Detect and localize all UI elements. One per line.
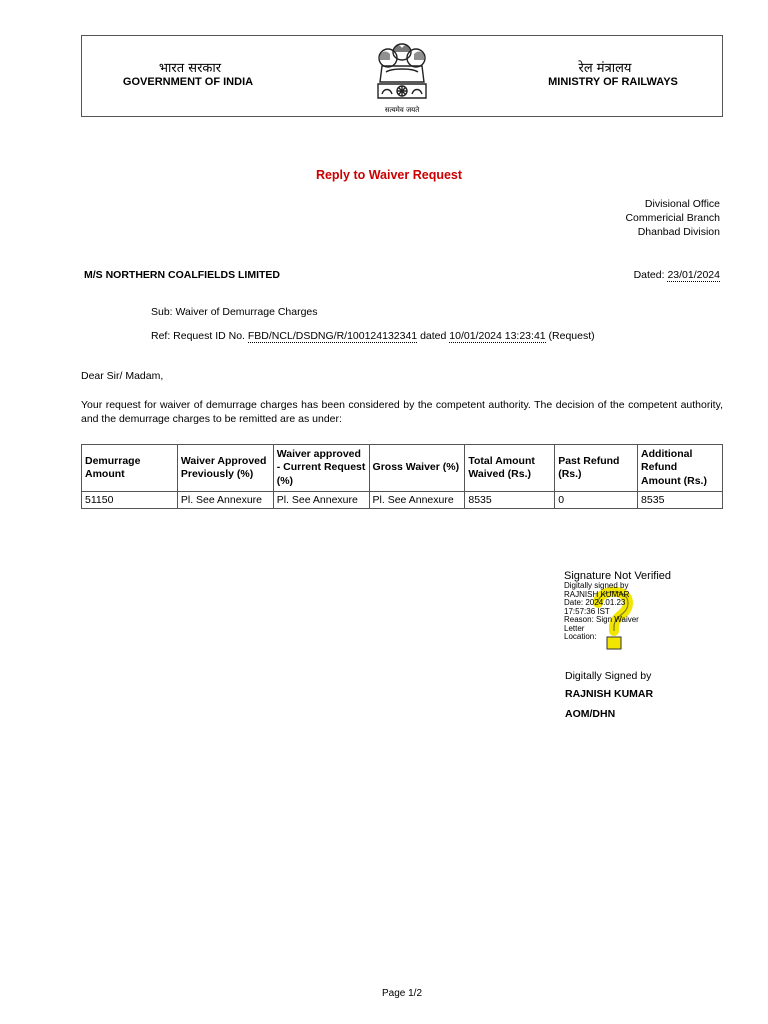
table-cell: Pl. See Annexure bbox=[369, 492, 465, 509]
office-line-1: Divisional Office bbox=[644, 198, 720, 210]
signature-detail-line: 17:57:36 IST bbox=[564, 606, 610, 616]
table-row bbox=[82, 492, 723, 509]
signature-detail-line: Reason: Sign Waiver bbox=[564, 615, 639, 624]
request-datetime: 10/01/2024 13:23:41 bbox=[449, 330, 546, 342]
signature-detail-line: Letter bbox=[564, 623, 585, 633]
document-title: Reply to Waiver Request bbox=[315, 168, 463, 182]
table-header-cell: Waiver Approved Previously (%) bbox=[177, 445, 273, 492]
addressee: M/S NORTHERN COALFIELDS LIMITED bbox=[84, 269, 280, 281]
table-header-cell: Demurrage Amount bbox=[82, 445, 178, 492]
table-header-cell: Waiver approved - Current Request (%) bbox=[273, 445, 369, 492]
table-cell: 0 bbox=[555, 492, 638, 509]
request-id: FBD/NCL/DSDNG/R/100124132341 bbox=[247, 330, 418, 342]
table-header-row bbox=[82, 445, 723, 492]
table-header-cell: Gross Waiver (%) bbox=[369, 445, 465, 492]
page-number: Page 1/2 bbox=[381, 988, 423, 999]
date-label: Dated: bbox=[633, 269, 665, 281]
emblem-motto: सत्यमेव जयते bbox=[384, 106, 420, 114]
ministry-english-label: MINISTRY OF RAILWAYS bbox=[548, 76, 678, 88]
table-header-cell: Additional Refund Amount (Rs.) bbox=[638, 445, 723, 492]
signer-designation: AOM/DHN bbox=[565, 708, 616, 720]
table-cell: 51150 bbox=[82, 492, 178, 509]
signer-name: RAJNISH KUMAR bbox=[565, 688, 654, 700]
table-cell: 8535 bbox=[638, 492, 723, 509]
signature-status: Signature Not Verified bbox=[564, 570, 672, 582]
reference-dated-label: dated bbox=[420, 330, 447, 342]
reference-suffix: (Request) bbox=[548, 330, 595, 342]
signed-by-label: Digitally Signed by bbox=[565, 670, 652, 682]
table-cell: Pl. See Annexure bbox=[273, 492, 369, 509]
date-line bbox=[634, 269, 720, 281]
table-header-cell: Total Amount Waived (Rs.) bbox=[465, 445, 555, 492]
table-header-cell: Past Refund (Rs.) bbox=[555, 445, 638, 492]
reference-line bbox=[151, 330, 595, 342]
date-value: 23/01/2024 bbox=[667, 269, 720, 281]
office-line-2: Commericial Branch bbox=[625, 212, 720, 224]
signature-detail-line: Location: bbox=[564, 632, 597, 641]
table-cell: 8535 bbox=[465, 492, 555, 509]
reference-prefix: Ref: Request ID No. bbox=[151, 330, 245, 342]
government-hindi-label: भारत सरकार bbox=[158, 61, 222, 76]
government-english-label: GOVERNMENT OF INDIA bbox=[122, 76, 254, 88]
ministry-hindi-label: रेल मंत्रालय bbox=[578, 61, 632, 76]
salutation: Dear Sir/ Madam, bbox=[81, 370, 164, 382]
demurrage-table bbox=[81, 444, 723, 509]
body-paragraph: Your request for waiver of demurrage charges has been considered by the competent authority. The decision of the competent authority, and the demurrage charges to be remitted are as under: bbox=[81, 399, 723, 425]
office-line-3: Dhanbad Division bbox=[637, 226, 720, 238]
national-emblem-icon bbox=[364, 38, 440, 116]
signature-detail-line: Digitally signed by bbox=[564, 581, 629, 590]
subject-line: Sub: Waiver of Demurrage Charges bbox=[151, 306, 318, 318]
signature-detail-line: Date: 2024.01.23 bbox=[564, 598, 626, 607]
digital-signature-block bbox=[564, 570, 684, 642]
signature-detail-line: RAJNISH KUMAR bbox=[564, 589, 630, 599]
table-cell: Pl. See Annexure bbox=[177, 492, 273, 509]
